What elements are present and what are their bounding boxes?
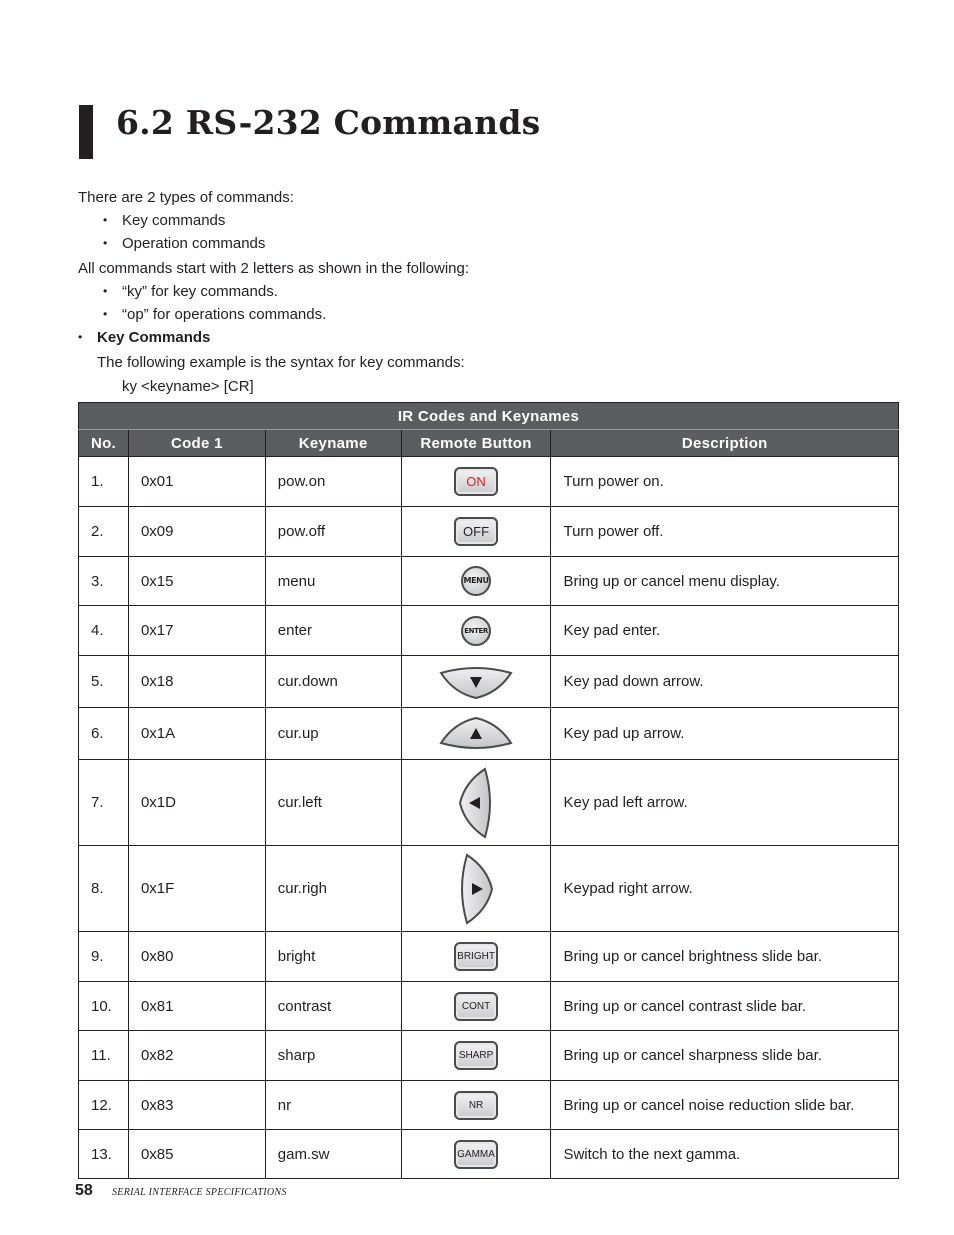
cell-code: 0x18 [128, 656, 265, 708]
down-arrow-button-icon [438, 663, 514, 701]
cell-remote-button [401, 507, 551, 557]
cell-remote-button [401, 1031, 551, 1081]
up-arrow-button-icon [438, 715, 514, 753]
gamma-button-icon: GAMMA [454, 1140, 498, 1169]
cell-keyname: cur.up [265, 708, 401, 760]
cell-code: 0x17 [128, 606, 265, 656]
cell-no: 13. [79, 1130, 129, 1179]
cell-no: 5. [79, 656, 129, 708]
cell-remote-button [401, 932, 551, 982]
column-header-no: No. [79, 430, 129, 457]
column-header-code: Code 1 [128, 430, 265, 457]
cell-code: 0x85 [128, 1130, 265, 1179]
table-row [79, 1130, 899, 1179]
cell-description: Key pad up arrow. [551, 708, 899, 760]
cell-remote-button [401, 606, 551, 656]
intro-types-line: There are 2 types of commands: [78, 189, 294, 206]
cell-no: 2. [79, 507, 129, 557]
cell-description: Switch to the next gamma. [551, 1130, 899, 1179]
page-number: 58 [75, 1182, 93, 1199]
cell-no: 9. [79, 932, 129, 982]
cell-no: 4. [79, 606, 129, 656]
intro-prefix-line: All commands start with 2 letters as shown in the following: [78, 260, 470, 277]
column-header-description: Description [551, 430, 899, 457]
cell-code: 0x15 [128, 557, 265, 606]
table-row [79, 457, 899, 507]
cell-description: Keypad right arrow. [551, 846, 899, 932]
prefix-list [78, 280, 898, 326]
cell-code: 0x1A [128, 708, 265, 760]
cell-remote-button [401, 982, 551, 1031]
cell-keyname: gam.sw [265, 1130, 401, 1179]
cell-keyname: menu [265, 557, 401, 606]
cell-no: 10. [79, 982, 129, 1031]
cell-remote-button [401, 557, 551, 606]
cell-code: 0x82 [128, 1031, 265, 1081]
cell-keyname: enter [265, 606, 401, 656]
cell-keyname: pow.off [265, 507, 401, 557]
cell-no: 3. [79, 557, 129, 606]
left-arrow-button-icon [457, 766, 495, 840]
list-item: • “ky” for key commands. [78, 280, 898, 303]
table-row [79, 708, 899, 760]
list-item: • Operation commands [78, 232, 898, 255]
right-arrow-button-icon [457, 852, 495, 926]
command-types-list [78, 209, 898, 255]
cell-code: 0x1D [128, 760, 265, 846]
cell-keyname: sharp [265, 1031, 401, 1081]
cell-keyname: contrast [265, 982, 401, 1031]
nr-button-icon: NR [454, 1091, 498, 1120]
cont-button-icon: CONT [454, 992, 498, 1021]
table-row [79, 557, 899, 606]
cell-no: 8. [79, 846, 129, 932]
cell-remote-button [401, 656, 551, 708]
cell-description: Turn power off. [551, 507, 899, 557]
cell-keyname: nr [265, 1081, 401, 1130]
cell-remote-button [401, 846, 551, 932]
cell-description: Key pad enter. [551, 606, 899, 656]
cell-remote-button [401, 1130, 551, 1179]
table-row [79, 656, 899, 708]
table-row [79, 932, 899, 982]
cell-description: Bring up or cancel noise reduction slide bar. [551, 1081, 899, 1130]
table-row [79, 846, 899, 932]
list-item: • “op” for operations commands. [78, 303, 898, 326]
enter-button-icon: ENTER [461, 616, 491, 646]
footer-title: SERIAL INTERFACE SPECIFICATIONS [112, 1187, 287, 1198]
cell-code: 0x1F [128, 846, 265, 932]
cell-remote-button [401, 760, 551, 846]
table-row [79, 982, 899, 1031]
cell-no: 1. [79, 457, 129, 507]
column-header-keyname: Keyname [265, 430, 401, 457]
table-row [79, 507, 899, 557]
table-row [79, 760, 899, 846]
table-row [79, 1031, 899, 1081]
list-item: • Key commands [78, 209, 898, 232]
menu-button-icon: MENU [461, 566, 491, 596]
cell-code: 0x83 [128, 1081, 265, 1130]
cell-remote-button [401, 708, 551, 760]
cell-no: 7. [79, 760, 129, 846]
cell-no: 12. [79, 1081, 129, 1130]
cell-no: 6. [79, 708, 129, 760]
table-row [79, 606, 899, 656]
cell-no: 11. [79, 1031, 129, 1081]
cell-description: Key pad down arrow. [551, 656, 899, 708]
cell-remote-button [401, 1081, 551, 1130]
cell-keyname: cur.down [265, 656, 401, 708]
on-button-icon: ON [454, 467, 498, 496]
syntax-example: ky <keyname> [CR] [122, 378, 254, 395]
table-caption: IR Codes and Keynames [79, 403, 899, 430]
column-header-remote-button: Remote Button [401, 430, 551, 457]
section-title: 6.2 RS-232 Commands [116, 103, 541, 142]
intro-text [78, 186, 898, 398]
cell-description: Key pad left arrow. [551, 760, 899, 846]
cell-code: 0x01 [128, 457, 265, 507]
cell-keyname: bright [265, 932, 401, 982]
cell-description: Bring up or cancel brightness slide bar. [551, 932, 899, 982]
cell-code: 0x80 [128, 932, 265, 982]
cell-keyname: pow.on [265, 457, 401, 507]
sharp-button-icon: SHARP [454, 1041, 498, 1070]
cell-description: Bring up or cancel sharpness slide bar. [551, 1031, 899, 1081]
bright-button-icon: BRIGHT [454, 942, 498, 971]
cell-code: 0x81 [128, 982, 265, 1031]
table-row [79, 1081, 899, 1130]
cell-keyname: cur.righ [265, 846, 401, 932]
cell-description: Bring up or cancel menu display. [551, 557, 899, 606]
syntax-intro: The following example is the syntax for key commands: [97, 354, 465, 371]
ir-codes-table [78, 402, 899, 1179]
section-title-bar [79, 105, 93, 159]
key-commands-heading: • Key Commands [78, 326, 898, 349]
cell-description: Bring up or cancel contrast slide bar. [551, 982, 899, 1031]
off-button-icon: OFF [454, 517, 498, 546]
cell-keyname: cur.left [265, 760, 401, 846]
cell-code: 0x09 [128, 507, 265, 557]
cell-description: Turn power on. [551, 457, 899, 507]
cell-remote-button [401, 457, 551, 507]
